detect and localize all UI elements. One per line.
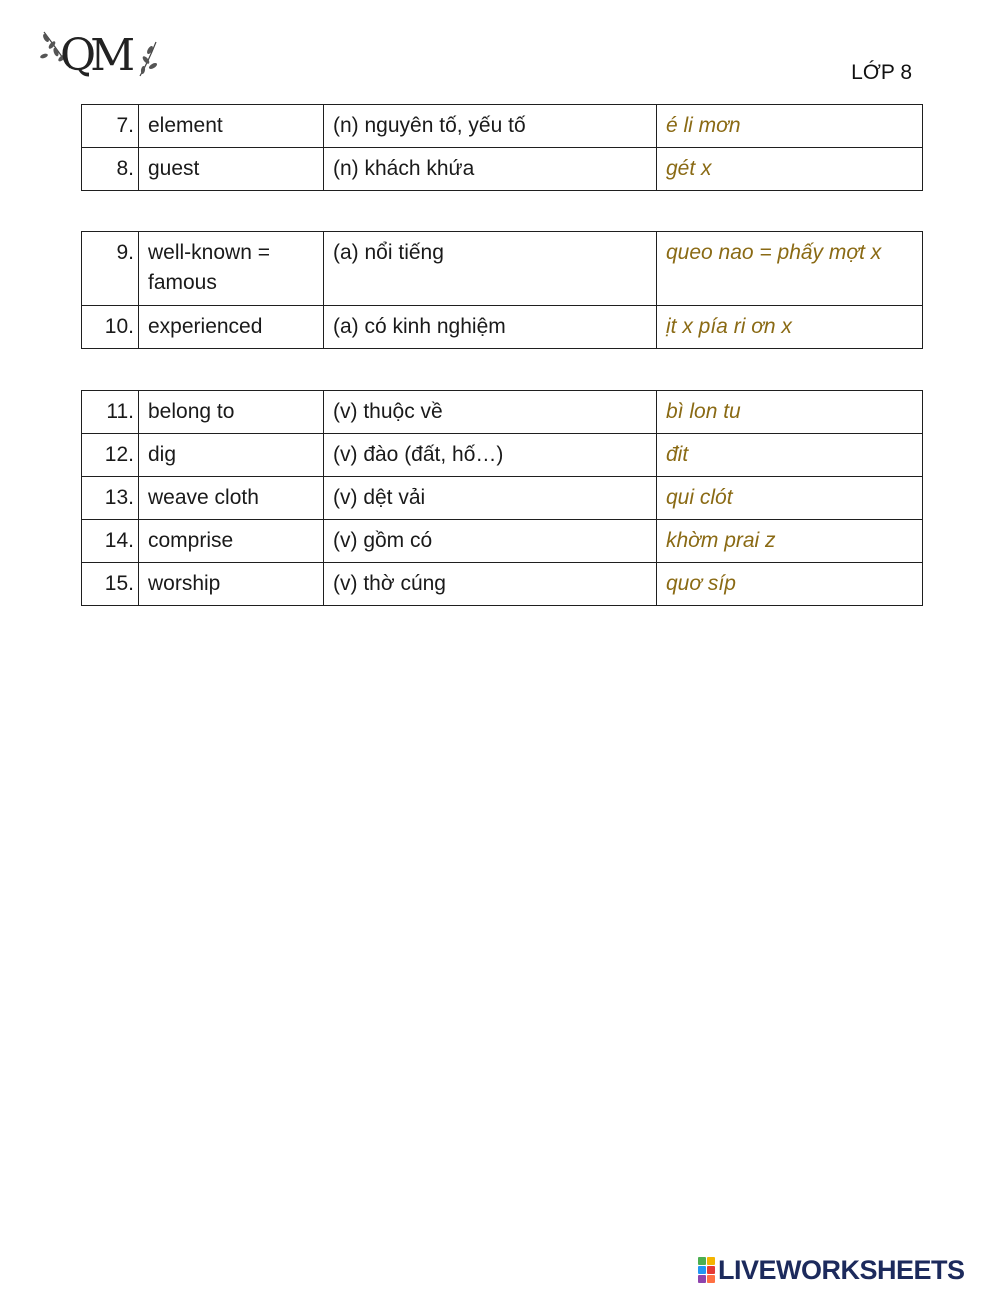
english-word: weave cloth: [139, 477, 324, 520]
vietnamese-meaning: (a) có kinh nghiệm: [324, 306, 657, 349]
english-word: dig: [139, 434, 324, 477]
english-word: experienced: [139, 306, 324, 349]
row-number: 14.: [82, 520, 139, 563]
row-number: 10.: [82, 306, 139, 349]
pronunciation: khờm prai z: [657, 520, 923, 563]
pronunciation: qui clót: [657, 477, 923, 520]
vietnamese-meaning: (n) khách khứa: [324, 148, 657, 191]
pronunciation: đit: [657, 434, 923, 477]
vietnamese-meaning: (v) thờ cúng: [324, 563, 657, 606]
vietnamese-meaning: (v) dệt vải: [324, 477, 657, 520]
english-word: worship: [139, 563, 324, 606]
row-number: 12.: [82, 434, 139, 477]
logo-text: QM: [60, 30, 130, 81]
row-number: 11.: [82, 391, 139, 434]
table-row: [82, 563, 923, 606]
vietnamese-meaning: (v) đào (đất, hố…): [324, 434, 657, 477]
table-row: [82, 148, 923, 191]
row-number: 8.: [82, 148, 139, 191]
row-number: 7.: [82, 105, 139, 148]
grade-label: LỚP 8: [851, 61, 912, 84]
pronunciation: ịt x pía ri ơn x: [657, 306, 923, 349]
liveworksheets-wordmark: LIVEWORKSHEETS: [718, 1254, 965, 1285]
pronunciation: quơ síp: [657, 563, 923, 606]
table-row: [82, 232, 923, 306]
vietnamese-meaning: (v) gồm có: [324, 520, 657, 563]
english-word: guest: [139, 148, 324, 191]
pronunciation: gét x: [657, 148, 923, 191]
pronunciation: bì lon tu: [657, 391, 923, 434]
table-row: [82, 434, 923, 477]
vietnamese-meaning: (n) nguyên tố, yếu tố: [324, 105, 657, 148]
vocab-table-1: [81, 104, 923, 191]
vietnamese-meaning: (v) thuộc về: [324, 391, 657, 434]
row-number: 15.: [82, 563, 139, 606]
english-word: element: [139, 105, 324, 148]
pronunciation: é li mơn: [657, 105, 923, 148]
english-word: belong to: [139, 391, 324, 434]
table-row: [82, 520, 923, 563]
english-word: comprise: [139, 520, 324, 563]
pronunciation: queo nao = phấy mợt x: [657, 232, 923, 306]
row-number: 13.: [82, 477, 139, 520]
liveworksheets-logo[interactable]: [698, 1255, 965, 1285]
table-row: [82, 306, 923, 349]
row-number: 9.: [82, 232, 139, 306]
vocab-table-3: [81, 390, 923, 606]
vietnamese-meaning: (a) nổi tiếng: [324, 232, 657, 306]
vocab-table-2: [81, 231, 923, 349]
english-word: well-known = famous: [139, 232, 324, 306]
table-row: [82, 105, 923, 148]
table-row: [82, 391, 923, 434]
table-row: [82, 477, 923, 520]
liveworksheets-blocks-icon: [698, 1257, 715, 1283]
